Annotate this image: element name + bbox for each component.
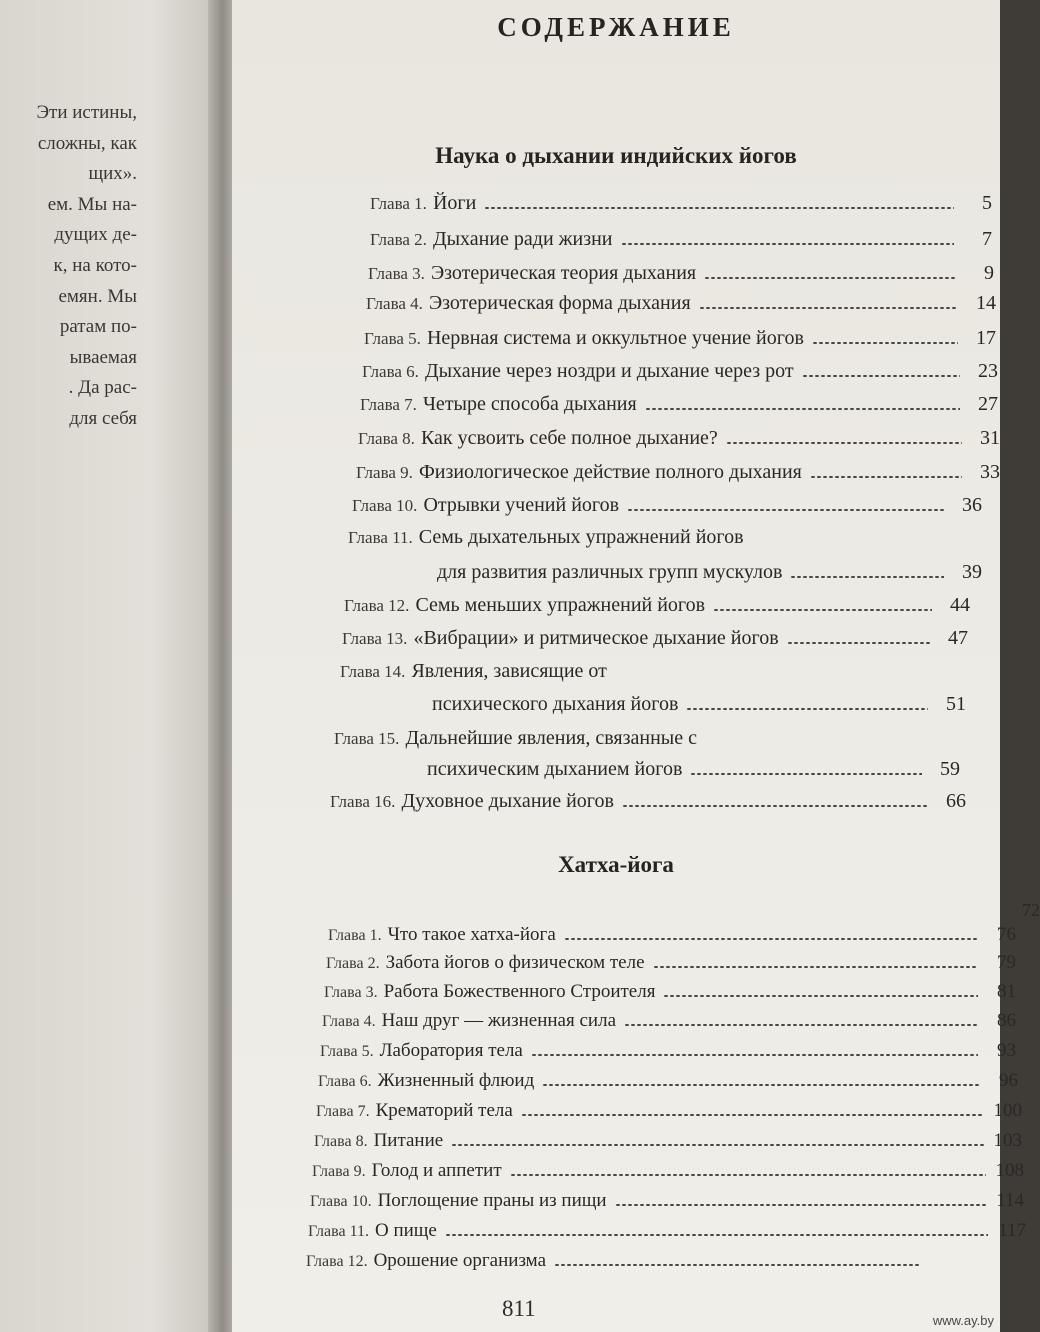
page-ref: 39 [962, 561, 982, 583]
chapter-number: Глава 2. [326, 955, 380, 972]
chapter-number: Глава 2. [370, 230, 427, 249]
toc-entry [314, 1130, 1022, 1152]
dot-leader [645, 408, 960, 410]
page-ref: 36 [962, 494, 982, 516]
chapter-title: Дыхание ради жизни [432, 228, 613, 250]
chapter-number: Глава 9. [356, 463, 413, 482]
left-page-line: дущих де- [54, 224, 137, 246]
chapter-title: Духовное дыхание йогов [401, 790, 614, 812]
toc-entry [308, 1220, 1026, 1242]
left-page-line: сложны, как [37, 132, 137, 154]
page-ref: 51 [946, 693, 966, 715]
page-ref: 100 [993, 1100, 1022, 1121]
chapter-title: Эзотерическая форма дыхания [428, 292, 691, 314]
page-ref: 72 [1022, 900, 1040, 920]
dot-leader [790, 576, 944, 578]
dot-leader [663, 995, 978, 997]
dot-leader [802, 375, 960, 377]
chapter-title: Работа Божественного Строителя [383, 981, 656, 1002]
chapter-title: Лаборатория тела [379, 1040, 523, 1061]
page-ref: 86 [997, 1010, 1016, 1031]
chapter-number: Глава 1. [328, 927, 382, 944]
toc-entry [316, 1100, 1022, 1122]
dot-leader [564, 938, 978, 940]
chapter-number: Глава 6. [318, 1073, 372, 1090]
chapter-number: Глава 3. [368, 264, 425, 283]
toc-entry [358, 427, 1000, 450]
dot-leader [542, 1084, 980, 1086]
left-page-line: Эти истины, [36, 102, 137, 123]
dot-leader [510, 1174, 986, 1176]
page-ref: 27 [978, 393, 998, 415]
chapter-number: Глава 12. [344, 596, 410, 615]
chapter-number: Глава 3. [324, 984, 378, 1001]
chapter-title: Наш друг — жизненная сила [381, 1010, 616, 1031]
toc-entry [344, 594, 970, 617]
toc-entry [342, 627, 968, 650]
dot-leader [810, 476, 962, 478]
chapter-title: Нервная система и оккультное учение йогов [426, 327, 804, 349]
chapter-number: Глава 8. [358, 429, 415, 448]
chapter-number: Глава 15. [334, 729, 400, 748]
toc-entry [366, 292, 996, 315]
page-ref: 79 [997, 952, 1016, 973]
page-ref: 103 [993, 1130, 1022, 1151]
left-page-line: щих». [88, 163, 137, 185]
chapter-title: Голод и аппетит [371, 1160, 502, 1181]
chapter-number: Глава 5. [320, 1043, 374, 1060]
chapter-number: Глава 11. [348, 528, 413, 547]
page-ref: 108 [995, 1160, 1024, 1181]
page-ref: 31 [980, 427, 1000, 449]
dot-leader [726, 442, 962, 444]
chapter-number: Глава 10. [310, 1193, 372, 1210]
toc-entry [322, 1010, 1016, 1032]
dot-leader [624, 1024, 978, 1026]
toc-entry-continuation [427, 758, 960, 781]
page-title: СОДЕРЖАНИЕ [497, 12, 735, 42]
toc-entry [310, 1190, 1024, 1212]
page-ref: 17 [976, 327, 996, 349]
left-page-line: для себя [69, 407, 137, 429]
dot-leader [627, 509, 944, 511]
toc-entry [370, 192, 992, 215]
page-ref: 59 [940, 758, 960, 780]
left-page [0, 0, 215, 1332]
chapter-title: Йоги [432, 192, 477, 214]
toc-entry [324, 981, 1016, 1003]
chapter-title: Дыхание через ноздри и дыхание через рот [424, 360, 794, 382]
chapter-title: Питание [373, 1130, 444, 1151]
chapter-title: Орошение организма [373, 1250, 547, 1271]
section-title-breathing: Наука о дыхании индийских йогов [435, 143, 797, 168]
dot-leader [521, 1114, 984, 1116]
dot-leader [686, 708, 928, 710]
toc-entry [320, 1040, 1016, 1062]
chapter-title: Дальнейшие явления, связанные с [405, 727, 697, 749]
toc-entry [306, 1250, 928, 1272]
chapter-title: «Вибрации» и ритмическое дыхание йогов [413, 627, 779, 649]
page-ref: 66 [946, 790, 966, 812]
chapter-number: Глава 16. [330, 792, 396, 811]
page-ref: 9 [984, 262, 994, 284]
toc-entry [960, 900, 1040, 921]
chapter-title-continuation: психическим дыханием йогов [427, 758, 683, 780]
page-ref: 93 [997, 1040, 1016, 1061]
chapter-title: Жизненный флюид [377, 1070, 535, 1091]
toc-entry [312, 1160, 1024, 1182]
dot-leader [621, 243, 955, 245]
dot-leader [451, 1144, 984, 1146]
toc-entry [330, 790, 966, 813]
page-ref: 44 [950, 594, 970, 616]
chapter-number: Глава 11. [308, 1223, 369, 1240]
chapter-title: О пище [374, 1220, 437, 1241]
chapter-number: Глава 4. [366, 294, 423, 313]
chapter-title: Крематорий тела [375, 1100, 513, 1121]
toc-entry [326, 952, 1016, 974]
watermark: www.ay.by [932, 1313, 994, 1328]
dot-leader [554, 1264, 920, 1266]
left-page-line: ратам по- [59, 316, 137, 338]
toc-entry [368, 262, 994, 285]
dot-leader [531, 1054, 978, 1056]
left-page-line: ем. Мы на- [47, 193, 137, 215]
chapter-title: Семь меньших упражнений йогов [415, 594, 706, 616]
toc-entry [360, 393, 998, 416]
chapter-number: Глава 5. [364, 329, 421, 348]
chapter-title: Поглощение праны из пищи [377, 1190, 607, 1211]
page-ref: 96 [999, 1070, 1018, 1091]
toc-entry [348, 526, 982, 549]
chapter-title: Физиологическое действие полного дыхания [418, 461, 802, 483]
chapter-number: Глава 13. [342, 629, 408, 648]
dot-leader [787, 642, 930, 644]
chapter-number: Глава 12. [306, 1253, 368, 1270]
left-page-line: к, на кото- [53, 254, 137, 276]
chapter-number: Глава 9. [312, 1163, 366, 1180]
left-page-text [36, 98, 137, 435]
dot-leader [653, 966, 979, 968]
dot-leader [615, 1204, 986, 1206]
toc-entry [362, 360, 998, 383]
dot-leader [812, 342, 958, 344]
page-ref: 47 [948, 627, 968, 649]
toc-entry [328, 924, 1016, 946]
chapter-number: Глава 6. [362, 362, 419, 381]
left-page-line: емян. Мы [58, 285, 137, 307]
chapter-title: Семь дыхательных упражнений йогов [418, 526, 744, 548]
chapter-title: Что такое хатха-йога [387, 924, 556, 945]
page-ref: 5 [982, 192, 992, 214]
toc-entry [334, 727, 960, 750]
page-number: 811 [502, 1296, 536, 1321]
toc-entry [352, 494, 982, 517]
chapter-number: Глава 7. [360, 395, 417, 414]
toc-entry [370, 228, 992, 251]
toc-entry [356, 461, 1000, 484]
toc-entry [364, 327, 996, 350]
chapter-title-continuation: психического дыхания йогов [432, 693, 679, 715]
chapter-title: Как усвоить себе полное дыхание? [420, 427, 718, 449]
chapter-title: Эзотерическая теория дыхания [430, 262, 697, 284]
left-page-line: . Да рас- [68, 377, 137, 399]
chapter-number: Глава 8. [314, 1133, 368, 1150]
page-ref: 81 [997, 981, 1016, 1002]
dot-leader [713, 609, 932, 611]
toc-page [232, 0, 1040, 1332]
dot-leader [690, 773, 922, 775]
page-ref: 23 [978, 360, 998, 382]
chapter-title: Явления, зависящие от [411, 660, 607, 682]
section-title-hatha-yoga: Хатха-йога [558, 852, 674, 877]
toc-entry-continuation [432, 693, 966, 716]
chapter-number: Глава 1. [370, 194, 427, 213]
dot-leader [704, 277, 956, 279]
dot-leader [622, 805, 928, 807]
toc-entry [318, 1070, 1018, 1092]
toc-entry-continuation [437, 561, 982, 584]
chapter-number: Глава 4. [322, 1013, 376, 1030]
chapter-number: Глава 10. [352, 496, 418, 515]
page-ref: 7 [982, 228, 992, 250]
left-page-line: ываемая [69, 346, 137, 368]
chapter-title: Четыре способа дыхания [422, 393, 637, 415]
chapter-number: Глава 7. [316, 1103, 370, 1120]
toc-entry [340, 660, 966, 683]
page-ref: 117 [998, 1220, 1026, 1241]
page-ref: 76 [997, 924, 1016, 945]
chapter-title: Отрывки учений йогов [423, 494, 620, 516]
chapter-title-continuation: для развития различных групп мускулов [437, 561, 783, 583]
chapter-title: Забота йогов о физическом теле [385, 952, 645, 973]
dot-leader [445, 1234, 988, 1236]
dot-leader [484, 207, 954, 209]
page-ref: 114 [996, 1190, 1024, 1211]
page-ref: 14 [976, 292, 996, 314]
chapter-number: Глава 14. [340, 662, 406, 681]
dot-leader [699, 307, 958, 309]
page-ref: 33 [980, 461, 1000, 483]
